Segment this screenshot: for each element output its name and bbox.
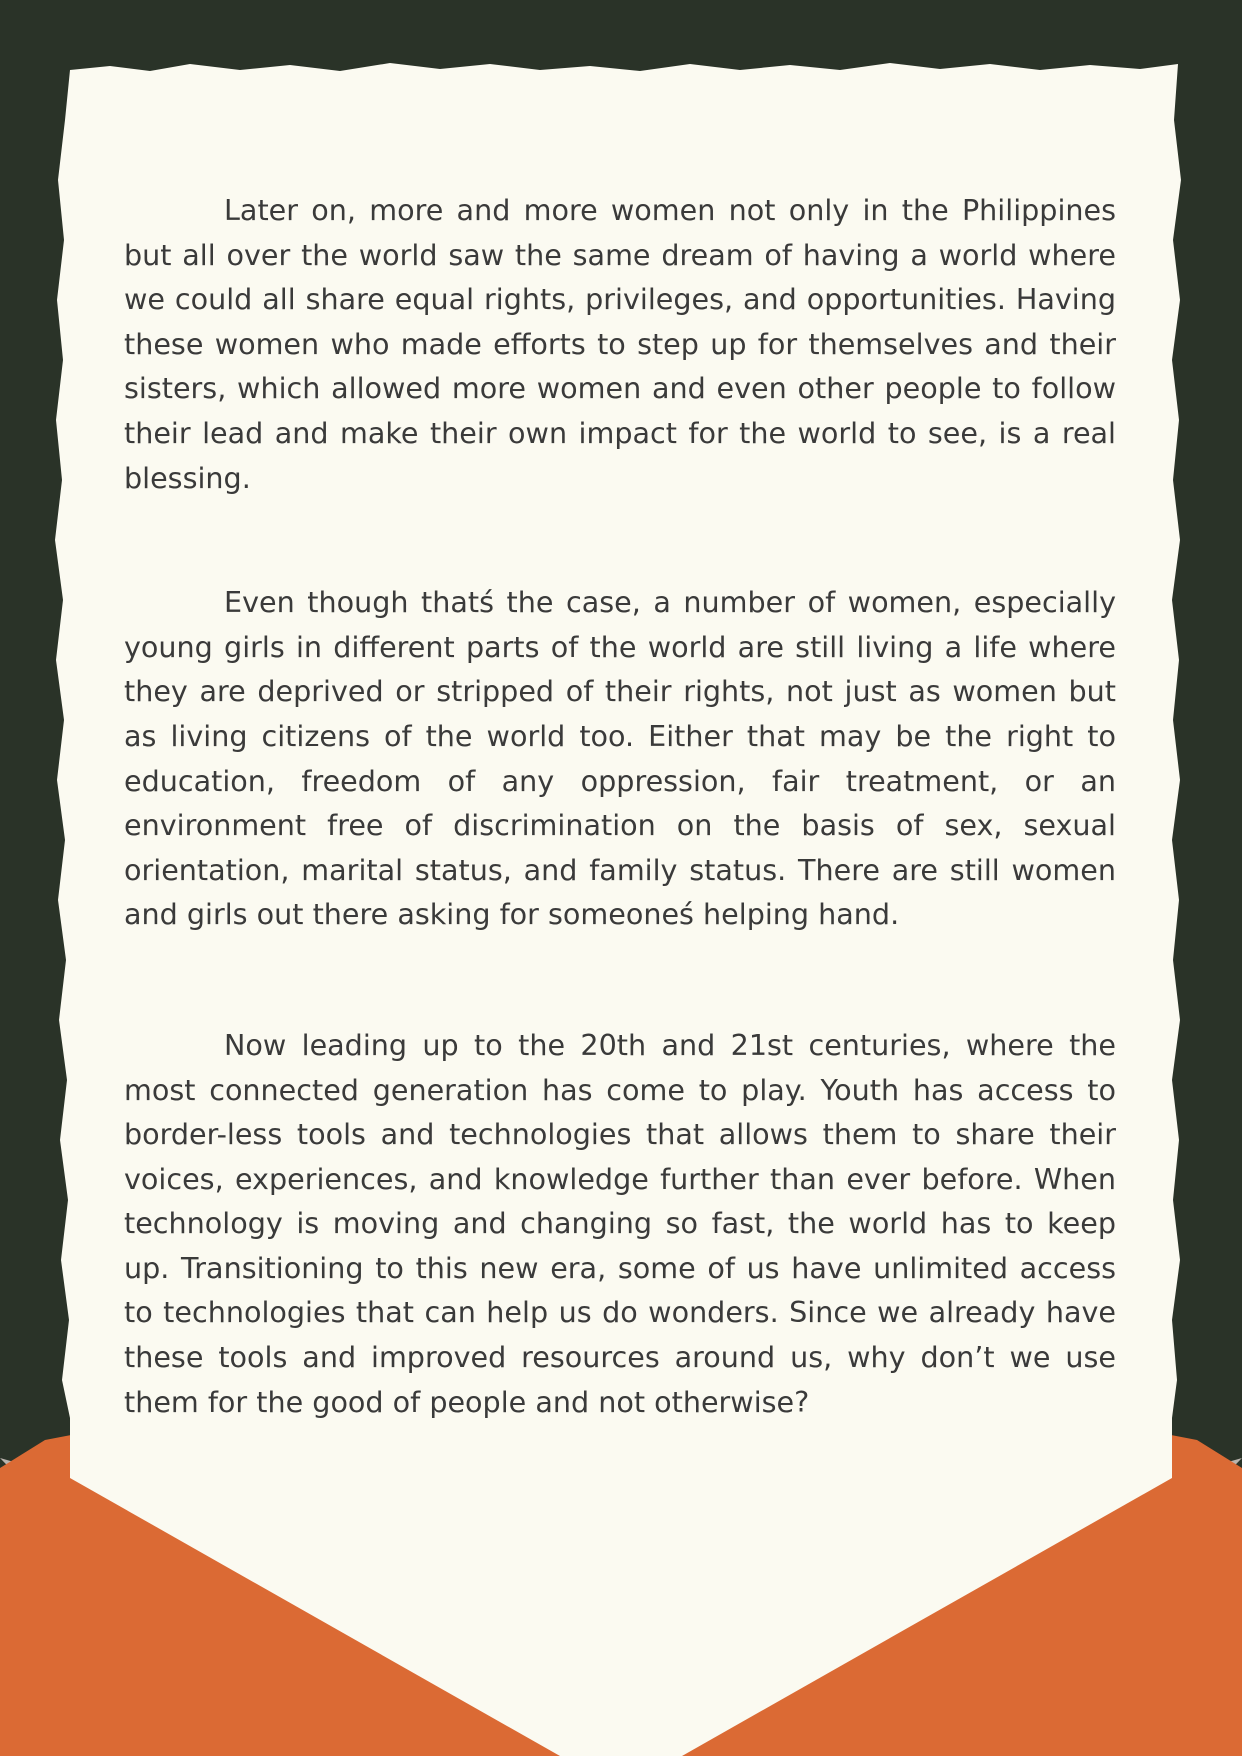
letter-paragraph: Even though thatś the case, a number of women, especially young girls in different parts of the world are still living a life where they are deprived or stripped of their rights, not just as women but as living citizens of the world too. Either that may be the right to education, freedom of any oppression, fair treatment, or an environment free of discrimination on the basis of sex, sexual orientation, marital status, and family status. There are still women and girls out there asking for someoneś helping hand. bbox=[124, 585, 1116, 932]
letter-paragraph: Now leading up to the 20th and 21st centuries, where the most connected generation has come to play. Youth has access to border-less tools and technologies that allows them to share their voices, experiences, and knowledge further than ever before. When technology is moving and changing so fast, the world has to keep up. Transitioning to this new era, some of us have unlimited access to technologies that can help us do wonders. Since we already have these tools and improved resources around us, why don’t we use them for the good of people and not otherwise? bbox=[124, 1027, 1116, 1419]
letter-body bbox=[124, 188, 1116, 1424]
letter-paragraph: Later on, more and more women not only in the Philippines but all over the world saw the same dream of having a world where we could all share equal rights, privileges, and opportunities. Having these women who made efforts to step up for themselves and their sisters, which allowed more women and even other people to follow their lead and make their own impact for the world to see, is a real blessing. bbox=[124, 193, 1116, 495]
